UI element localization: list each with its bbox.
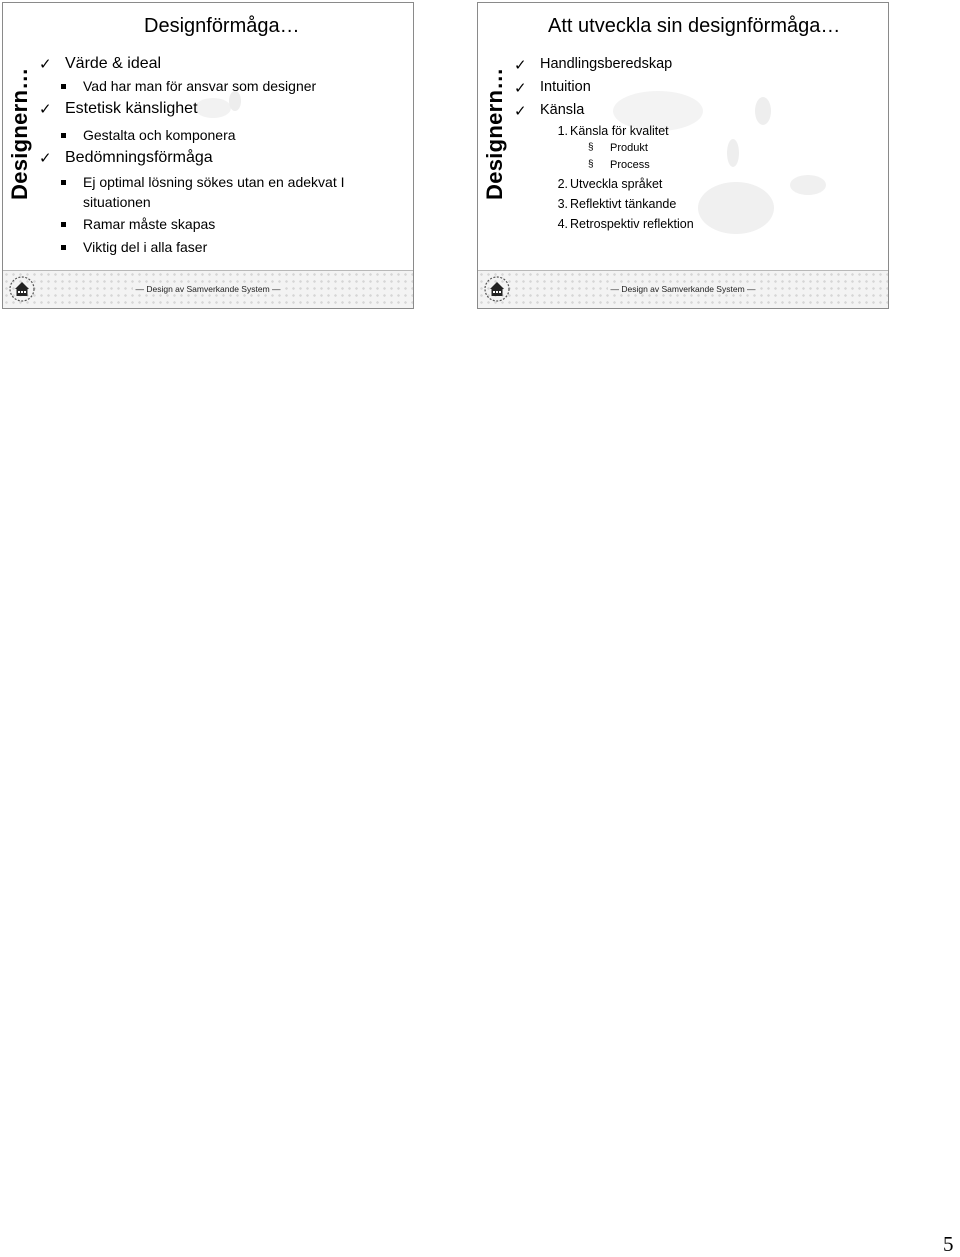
slide-1 [2,2,414,309]
list-item: Ramar måste skapas [39,216,345,239]
square-bullet-icon [61,245,66,250]
numbered-item: 4. Retrospektiv reflektion [557,217,694,231]
list-item: Ej optimal lösning sökes utan en adekvat I [39,174,345,194]
footer-text: — Design av Samverkande System — [135,284,281,294]
square-bullet-icon [61,180,66,185]
square-bullet-icon [61,84,66,89]
page-number: 5 [943,1232,954,1256]
section-sign-icon: § [588,142,594,153]
checkmark-icon: ✓ [39,56,52,73]
slide-title: Designförmåga… [144,15,300,37]
bullet-list [514,56,694,237]
checkmark-icon: ✓ [514,80,527,97]
list-item: ✓ Handlingsberedskap [514,56,673,74]
checkmark-icon: ✓ [514,103,527,120]
sub-item: § Produkt [588,142,648,154]
slide-title: Att utveckla sin designförmåga… [548,15,841,37]
slide-footer [3,270,413,308]
list-item: ✓ Estetisk känslighet [39,100,198,118]
vertical-title: Designern… [482,67,507,200]
section-sign-icon: § [588,159,594,170]
square-bullet-icon [61,133,66,138]
sub-item: § Process [588,159,650,171]
list-item-continuation: situationen [83,194,151,210]
list-item: ✓ Bedömningsförmåga [39,149,213,167]
list-item: Viktig del i alla faser [39,239,345,261]
list-item: ✓ Intuition [514,79,591,97]
list-item: Gestalta och komponera [39,127,345,149]
list-item: ✓ Värde & ideal [39,55,162,73]
numbered-item: 3. Reflektivt tänkande [557,197,677,211]
checkmark-icon: ✓ [39,101,52,118]
square-bullet-icon [61,222,66,227]
list-item: ✓ Känsla [514,102,585,120]
list-item: Vad har man för ansvar som designer [39,78,345,100]
slide-footer [478,270,888,308]
numbered-item: 1. Känsla för kvalitet [557,124,669,138]
slide-2 [477,2,889,309]
numbered-item: 2. Utveckla språket [557,177,663,191]
vertical-title: Designern… [7,67,32,200]
bullet-list [39,55,345,261]
checkmark-icon: ✓ [39,150,52,167]
checkmark-icon: ✓ [514,57,527,74]
footer-text: — Design av Samverkande System — [610,284,756,294]
